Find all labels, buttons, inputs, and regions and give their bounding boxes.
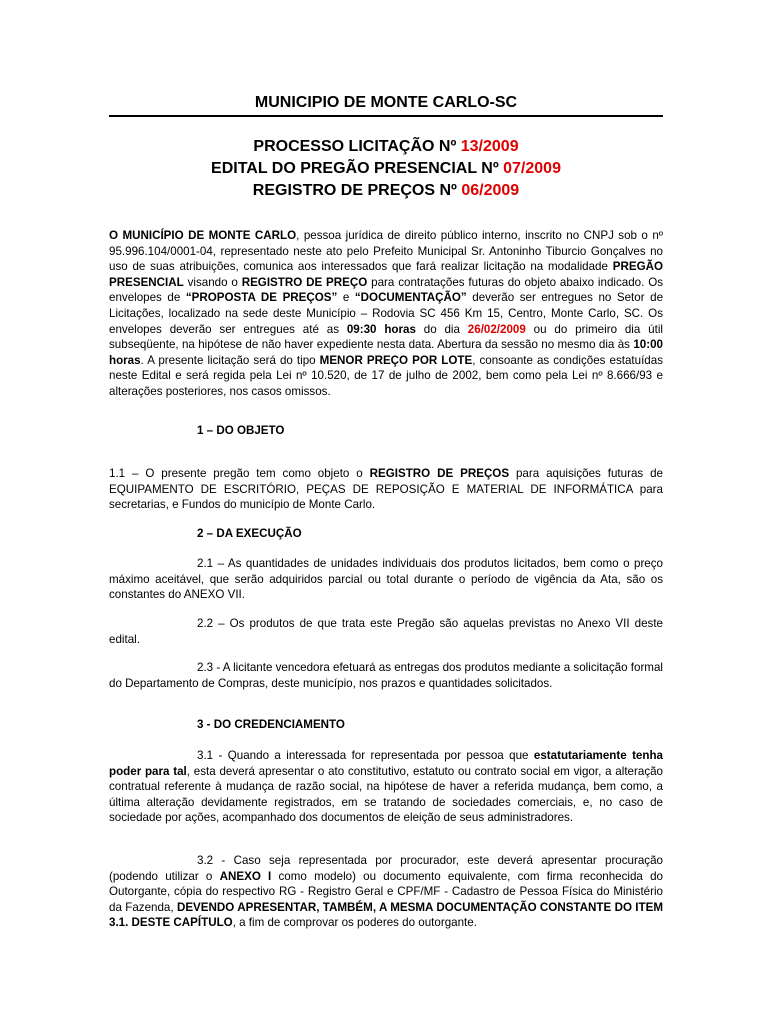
section-3-title: 3 - DO CREDENCIAMENTO (197, 718, 345, 731)
municipality-title: MUNICIPIO DE MONTE CARLO-SC (109, 94, 663, 117)
edital-number: 07/2009 (503, 160, 561, 177)
section-2-1-paragraph: 2.1 – As quantidades de unidades individuais dos produtos licitados, bem como o preço máximo aceitável, que serão adquiridos parcial ou total durante o período de vigência da Ata, são os constantes do ANEXO VII. (109, 557, 663, 602)
titles-block (109, 136, 663, 202)
section-3-1-paragraph: 3.1 - Quando a interessada for representada por pessoa que estatutariamente tenha poder para tal, esta deverá apresentar o ato constitutivo, estatuto ou contrato social em vigor, a alteração contratual referente à mudança de razão social, na hipótese de haver a referida mudança, bem como, a última alteração devidamente registrados, em se tratando de sociedades comerciais, e, no caso de sociedade por ações, acompanhado dos documentos de eleição de seus administradores. (109, 749, 664, 825)
section-2-3-paragraph: 2.3 - A licitante vencedora efetuará as entregas dos produtos mediante a solicitação formal do Departamento de Compras, deste município, nos prazos e quantidades solicitados. (109, 661, 663, 690)
registro-title: REGISTRO DE PREÇOS Nº 06/2009 (252, 182, 520, 199)
processo-number: 13/2009 (460, 138, 519, 155)
section-1-paragraph: 1.1 – O presente pregão tem como objeto o REGISTRO DE PREÇOS para aquisições futuras de EQUIPAMENTO DE ESCRITÓRIO, PEÇAS DE REPOSIÇÃO E MATERIAL DE INFORMÁTICA para secretarias, e Fundos do município de Monte Carlo. (109, 467, 663, 512)
edital-title: EDITAL DO PREGÃO PRESENCIAL Nº 07/2009 (211, 160, 561, 177)
section-2-2-paragraph: 2.2 – Os produtos de que trata este Pregão são aquelas previstas no Anexo VII deste edital. (109, 617, 663, 646)
opening-date: 26/02/2009 (467, 322, 526, 336)
section-2-title: 2 – DA EXECUÇÃO (197, 527, 302, 540)
processo-title: PROCESSO LICITAÇÃO Nº 13/2009 (253, 138, 519, 155)
registro-number: 06/2009 (461, 182, 520, 199)
section-1-title: 1 – DO OBJETO (197, 424, 285, 437)
section-3-2-paragraph: 3.2 - Caso seja representada por procurador, este deverá apresentar procuração (podendo utilizar o ANEXO I como modelo) ou documento equivalente, com firma reconhecida do Outorgante, cópia do respectivo RG - Registro Geral e CPF/MF - Cadastro de Pessoa Física do Ministério da Fazenda, DEVENDO APRESENTAR, TAMBÉM, A MESMA DOCUMENTAÇÃO CONSTANTE DO ITEM 3.1. DESTE CAPÍTULO, a fim de comprovar os poderes do outorgante. (109, 854, 664, 930)
header (109, 94, 663, 117)
intro-paragraph: O MUNICÍPIO DE MONTE CARLO, pessoa jurídica de direito público interno, inscrito no CNPJ sob o nº 95.996.104/0001-04, representado neste ato pelo Prefeito Municipal Sr. Antoninho Tiburcio Gonçalves no uso de suas atribuições, comunica aos interessados que fará realizar licitação na modalidade PREGÃO PRESENCIAL visando o REGISTRO DE PREÇO para contratações futuras do objeto abaixo indicado. Os envelopes de “PROPOSTA DE PREÇOS” e “DOCUMENTAÇÃO” deverão ser entregues no Setor de Licitações, localizado na sede deste Município – Rodovia SC 456 Km 15, Centro, Monte Carlo, SC. Os envelopes deverão ser entregues até as 09:30 horas do dia 26/02/2009 ou do primeiro dia útil subseqüente, na hipótese de não haver expediente nesta data. Abertura da sessão no mesmo dia às 10:00 horas. A presente licitação será do tipo MENOR PREÇO POR LOTE, consoante as condições estatuídas neste Edital e será regida pela Lei nº 10.520, de 17 de julho de 2002, bem como pela Lei nº 8.666/93 e alterações posteriores, nos casos omissos. (109, 229, 664, 398)
